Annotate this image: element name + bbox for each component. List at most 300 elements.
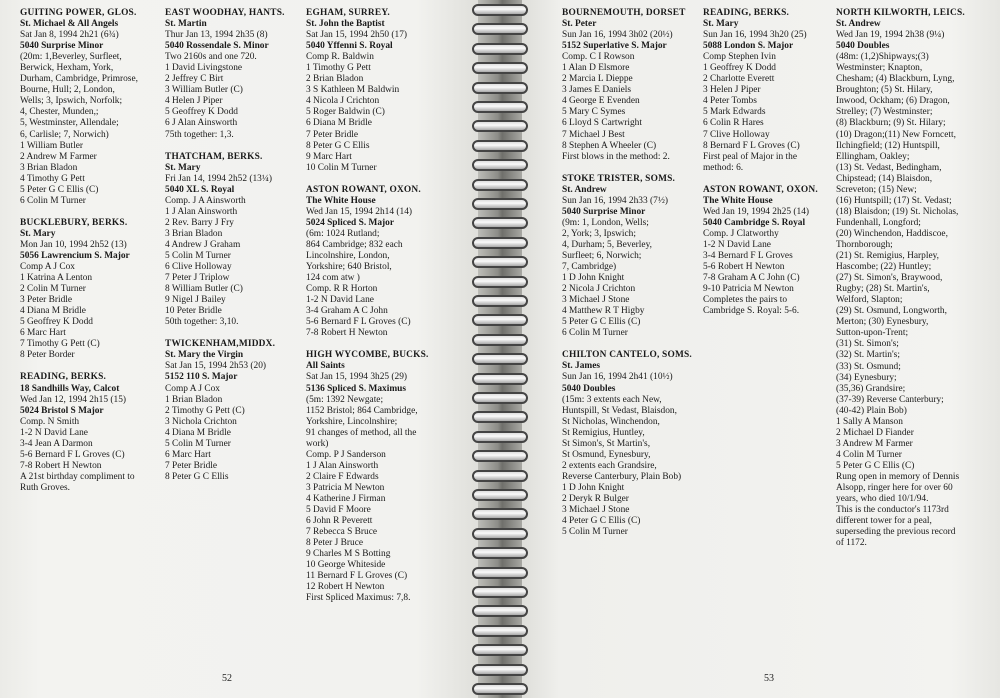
right-column-1 [562, 8, 700, 549]
peal-method: 5040 Doubles [562, 383, 616, 394]
peal-entry [20, 372, 155, 494]
page-number-right: 53 [764, 673, 774, 684]
peal-line: 1-2 N David Lane [306, 295, 374, 306]
peal-line: 4 Colin M Turner [836, 449, 902, 460]
peal-line: 5 Colin M Turner [165, 438, 231, 449]
right-column-3 [836, 8, 986, 560]
peal-line: Comp R. Baldwin [306, 52, 374, 63]
peal-line: Fundenhall, Longford; [836, 217, 921, 228]
peal-dedication: St. Andrew [562, 184, 607, 195]
peal-line: St Remigius, Huntley, [562, 427, 645, 438]
peal-line: 3-4 Graham A C John [306, 306, 388, 317]
peal-line: Huntspill, St Vedast, Blaisdon, [562, 405, 677, 416]
peal-method: 5152 Superlative S. Major [562, 41, 667, 52]
peal-dedication: The White House [703, 195, 773, 206]
peal-line: 3 William Butler (C) [165, 85, 243, 96]
peal-line: 2 Deryk R Bulger [562, 493, 629, 504]
peal-entry [836, 8, 986, 549]
peal-line: 3 Peter Bridle [20, 295, 73, 306]
peal-entry [562, 350, 700, 538]
peal-line: work) [306, 438, 329, 449]
peal-date: Sat Jan 8, 1994 2h21 (6¾) [20, 30, 119, 41]
peal-line: 7-8 Robert H Newton [20, 460, 102, 471]
peal-line: 1 Katrina A Lenton [20, 273, 93, 284]
binding-coil [472, 82, 528, 94]
binding-coil [472, 4, 528, 16]
peal-line: 5 Geoffrey K Dodd [165, 107, 238, 118]
peal-line: 8 Bernard F L Groves (C) [703, 140, 800, 151]
peal-line: 3 Michael J Stone [562, 505, 630, 516]
binding-coil [472, 237, 528, 249]
peal-line: Comp A J Cox [20, 262, 75, 273]
peal-line: 2 Rev. Barry J Fry [165, 217, 234, 228]
peal-line: 6 Lloyd S Cartwright [562, 118, 642, 129]
peal-line: 3 James E Daniels [562, 85, 631, 96]
binding-coil [472, 256, 528, 268]
peal-line: 2 Colin M Turner [20, 284, 86, 295]
peal-line: 6 Marc Hart [20, 328, 66, 339]
peal-line: Completes the pairs to [703, 295, 788, 306]
peal-line: Comp. P J Sanderson [306, 449, 386, 460]
binding-coil [472, 586, 528, 598]
peal-line: 2 Michael D Fiander [836, 427, 914, 438]
peal-line: Reverse Canterbury, Plain Bob) [562, 471, 682, 482]
peal-entry [20, 8, 155, 207]
binding-coil [472, 217, 528, 229]
peal-line: Berwick, Hexham, York, [20, 63, 114, 74]
peal-line: 1 Brian Bladon [165, 394, 223, 405]
peal-line: Two 2160s and one 720. [165, 52, 257, 63]
peal-line: 2 Nicola J Crichton [562, 284, 636, 295]
peal-date: Sun Jan 16, 1994 3h02 (20½) [562, 30, 673, 41]
peal-line: method: 6. [703, 162, 744, 173]
peal-line: 4 Peter Tombs [703, 96, 757, 107]
peal-line: (40-42) Plain Bob) [836, 405, 907, 416]
peal-line: 3 Brian Bladon [20, 162, 78, 173]
peal-line: 1 Alan D Elsmore [562, 63, 630, 74]
peal-dedication: The White House [306, 195, 376, 206]
peal-entry [562, 8, 700, 163]
peal-line: 2 Andrew M Farmer [20, 151, 97, 162]
peal-line: (20m: 1,Beverley, Surfleet, [20, 52, 122, 63]
left-column-1 [20, 8, 155, 505]
peal-line: 91 changes of method, all the [306, 427, 417, 438]
peal-line: 3 S Kathleen M Baldwin [306, 85, 400, 96]
peal-line: First peal of Major in the [703, 151, 797, 162]
peal-line: Hascombe; (22) Huntley; [836, 262, 932, 273]
peal-line: 9 Charles M S Botting [306, 549, 391, 560]
peal-line: 2 Charlotte Everett [703, 74, 775, 85]
peal-line: (9m: 1, London, Wells; [562, 217, 649, 228]
peal-line: 5-6 Bernard F L Groves (C) [20, 449, 125, 460]
peal-place: EGHAM, SURREY. [306, 8, 390, 18]
peal-date: Wed Jan 19, 1994 2h25 (14) [703, 206, 809, 217]
peal-line: 1-2 N David Lane [703, 239, 771, 250]
peal-line: 5 Peter G C Ellis (C) [562, 317, 641, 328]
peal-place: READING, BERKS. [703, 8, 790, 18]
binding-coil [472, 101, 528, 113]
peal-entry [165, 8, 295, 141]
peal-line: Bourne, Hull; 2, London, [20, 85, 115, 96]
peal-method: 5040 Surprise Minor [562, 206, 646, 217]
peal-place: ASTON ROWANT, OXON. [703, 184, 818, 195]
peal-line: First Spliced Maximus: 7,8. [306, 593, 411, 604]
binding-coil [472, 664, 528, 676]
left-page [0, 0, 490, 698]
peal-line: This is the conductor's 1173rd [836, 505, 949, 516]
right-column-2 [703, 8, 828, 328]
peal-place: STOKE TRISTER, SOMS. [562, 173, 676, 184]
peal-line: 3 Nichola Crichton [165, 416, 237, 427]
binding-coil [472, 567, 528, 579]
peal-method: 5152 110 S. Major [165, 372, 238, 383]
right-page [510, 0, 1000, 698]
peal-line: Cambridge S. Royal: 5-6. [703, 306, 800, 317]
peal-line: Ellingham, Oakley; [836, 151, 910, 162]
peal-line: 124 com atw ) [306, 273, 360, 284]
peal-line: 9 Nigel J Bailey [165, 295, 226, 306]
peal-line: (29) St. Osmund, Longworth, [836, 306, 947, 317]
peal-line: 4 Matthew R T Higby [562, 306, 645, 317]
peal-line: 6 John R Peverett [306, 516, 373, 527]
peal-line: of 1172. [836, 538, 867, 549]
peal-place: EAST WOODHAY, HANTS. [165, 8, 285, 18]
peal-line: St Osmund, Eynesbury, [562, 449, 651, 460]
peal-line: superseding the previous record [836, 527, 956, 538]
peal-dedication: St. James [562, 361, 601, 372]
peal-dedication: St. Martin [165, 19, 207, 30]
peal-date: Sun Jan 16, 1994 2h33 (7½) [562, 195, 668, 206]
peal-dedication: St. John the Baptist [306, 19, 385, 30]
peal-line: different tower for a peal, [836, 516, 932, 527]
peal-entry [703, 185, 828, 318]
peal-method: 5040 Rossendale S. Minor [165, 41, 269, 52]
peal-line: Chipstead; (14) Blaisdon, [836, 173, 933, 184]
peal-line: 8 Peter J Bruce [306, 538, 364, 549]
binding-coil [472, 353, 528, 365]
peal-method: 5040 Doubles [836, 41, 890, 52]
binding-coil [472, 470, 528, 482]
peal-line: 1-2 N David Lane [20, 427, 88, 438]
peal-date: Wed Jan 19, 1994 2h38 (9¼) [836, 30, 945, 41]
peal-method: 5040 Cambridge S. Royal [703, 217, 806, 228]
peal-line: 2 Claire F Edwards [306, 471, 379, 482]
peal-line: 5 Colin M Turner [165, 250, 231, 261]
peal-line: 4, Chester, Munden,; [20, 107, 99, 118]
peal-line: 2 Timothy G Pett (C) [165, 405, 245, 416]
peal-line: (21) St. Remigius, Harpley, [836, 251, 940, 262]
peal-line: (16) Huntspill; (17) St. Vedast; [836, 195, 952, 206]
peal-line: 7 Clive Holloway [703, 129, 770, 140]
peal-line: (48m: (1,2)Shipways;(3) [836, 52, 929, 63]
peal-date: Sat Jan 15, 1994 2h53 (20) [165, 361, 267, 372]
peal-line: (10) Dragon;(11) New Forncett, [836, 129, 956, 140]
binding-coil [472, 450, 528, 462]
peal-place: ASTON ROWANT, OXON. [306, 184, 421, 195]
peal-line: 7 Peter Bridle [306, 129, 359, 140]
peal-line: 1152 Bristol; 864 Cambridge, [306, 405, 418, 416]
peal-line: 2 extents each Grandsire, [562, 460, 657, 471]
peal-line: Strelley; (7) Westminster; [836, 107, 933, 118]
peal-line: 4 Katherine J Firman [306, 493, 386, 504]
peal-line: 50th together: 3,10. [165, 317, 239, 328]
peal-line: 5 Peter G C Ellis (C) [20, 184, 99, 195]
peal-line: 864 Cambridge; 832 each [306, 239, 403, 250]
peal-line: Rung open in memory of Dennis [836, 471, 960, 482]
peal-line: Inwood, Ockham; (6) Dragon, [836, 96, 950, 107]
peal-line: 5 Peter G C Ellis (C) [836, 460, 915, 471]
peal-line: 75th together: 1,3. [165, 129, 234, 140]
peal-date: Sat Jan 15, 1994 2h50 (17) [306, 30, 408, 41]
peal-line: Chesham; (4) Blackburn, Lyng, [836, 74, 955, 85]
binding-coil [472, 23, 528, 35]
peal-line: (31) St. Simon's; [836, 339, 899, 350]
peal-line: 8 William Butler (C) [165, 284, 243, 295]
peal-line: 5 Geoffrey K Dodd [20, 317, 93, 328]
peal-method: 5088 London S. Major [703, 41, 794, 52]
binding-coil [472, 431, 528, 443]
peal-line: (34) Eynesbury; [836, 372, 897, 383]
peal-method: 5056 Lawrencium S. Major [20, 250, 130, 261]
peal-line: 7, Cambridge) [562, 262, 617, 273]
peal-place: BOURNEMOUTH, DORSET [562, 8, 686, 18]
peal-place: NORTH KILWORTH, LEICS. [836, 8, 965, 18]
peal-dedication: St. Michael & All Angels [20, 19, 119, 30]
peal-line: 2, York; 3, Ipswich; [562, 228, 636, 239]
peal-line: 5 Mary C Symes [562, 107, 626, 118]
peal-line: Westminster; Knapton, [836, 63, 923, 74]
peal-line: 4 Diana M Bridle [20, 306, 86, 317]
peal-line: 4 George E Evenden [562, 96, 640, 107]
binding-coil [472, 314, 528, 326]
peal-line: 6 Colin M Turner [20, 195, 86, 206]
peal-line: 3 Patricia M Newton [306, 482, 385, 493]
binding-coil [472, 392, 528, 404]
peal-line: 1 Sally A Manson [836, 416, 903, 427]
peal-date: Sun Jan 16, 1994 3h20 (25) [703, 30, 807, 41]
peal-line: years, who died 10/1/94. [836, 494, 929, 505]
peal-dedication: St. Peter [562, 19, 597, 30]
peal-line: Ilchingfield; (12) Huntspill, [836, 140, 940, 151]
peal-line: Surfleet; 6, Norwich; [562, 250, 642, 261]
binding-coil [472, 411, 528, 423]
binding-coil [472, 159, 528, 171]
peal-line: Comp Stephen Ivin [703, 52, 776, 63]
peal-dedication: St. Andrew [836, 19, 881, 30]
peal-line: 7-8 Graham A C John (C) [703, 273, 800, 284]
peal-line: 7 Peter Bridle [165, 460, 218, 471]
peal-method: 5040 Surprise Minor [20, 41, 104, 52]
peal-dedication: St. Mary [165, 162, 201, 173]
peal-line: 11 Bernard F L Groves (C) [306, 571, 408, 582]
peal-line: 8 Peter Border [20, 350, 75, 361]
peal-line: 4 Andrew J Graham [165, 239, 241, 250]
peal-line: 5 Roger Baldwin (C) [306, 107, 385, 118]
binding-coil [472, 528, 528, 540]
peal-place: HIGH WYCOMBE, BUCKS. [306, 350, 429, 361]
peal-line: St Nicholas, Winchendon, [562, 416, 660, 427]
peal-line: 7 Timothy G Pett (C) [20, 339, 100, 350]
peal-line: 5, Westminster, Allendale; [20, 118, 119, 129]
peal-line: 10 Colin M Turner [306, 162, 377, 173]
peal-place: GUITING POWER, GLOS. [20, 8, 137, 18]
peal-line: 6 Marc Hart [165, 449, 211, 460]
peal-line: (6m: 1024 Rutland; [306, 228, 380, 239]
peal-dedication: St. Mary [20, 228, 56, 239]
peal-line: 1 Geoffrey K Dodd [703, 63, 776, 74]
peal-line: (15m: 3 extents each New, [562, 394, 662, 405]
binding-coil [472, 179, 528, 191]
peal-entry [306, 8, 456, 174]
peal-line: Lincolnshire, London, [306, 250, 390, 261]
left-column-2 [165, 8, 295, 494]
peal-line: 1 William Butler [20, 140, 83, 151]
peal-line: 7 Peter J Triplow [165, 273, 230, 284]
peal-line: 7-8 Robert H Newton [306, 328, 388, 339]
peal-line: (32) St. Martin's; [836, 350, 900, 361]
peal-line: Ruth Groves. [20, 482, 70, 493]
peal-line: 3-4 Bernard F L Groves [703, 250, 793, 261]
peal-line: 9 Marc Hart [306, 151, 352, 162]
peal-line: 4 Nicola J Crichton [306, 96, 380, 107]
peal-dedication: All Saints [306, 361, 345, 372]
peal-line: 5 David F Moore [306, 505, 371, 516]
binding-coil [472, 644, 528, 656]
peal-line: 10 Peter Bridle [165, 306, 222, 317]
peal-line: Comp. J A Ainsworth [165, 195, 246, 206]
peal-line: Comp. C I Rowson [562, 52, 635, 63]
peal-line: 4 Peter G C Ellis (C) [562, 516, 641, 527]
peal-date: Wed Jan 15, 1994 2h14 (14) [306, 206, 412, 217]
peal-place: READING, BERKS. [20, 372, 107, 383]
peal-line: 4 Helen J Piper [165, 96, 223, 107]
peal-line: 12 Robert H Newton [306, 582, 385, 593]
binding-coil [472, 334, 528, 346]
peal-entry [562, 174, 700, 340]
peal-entry [165, 152, 295, 329]
peal-line: 3-4 Jean A Darmon [20, 438, 93, 449]
peal-method: 5024 Spliced S. Major [306, 217, 395, 228]
binding-coil [472, 373, 528, 385]
peal-line: Comp. J Clatworthy [703, 228, 779, 239]
peal-line: 8 Peter G C Ellis [165, 471, 229, 482]
binding-coil [472, 276, 528, 288]
peal-line: 8 Stephen A Wheeler (C) [562, 140, 657, 151]
peal-line: 4 Diana M Bridle [165, 427, 231, 438]
peal-line: Wells; 3, Ipswich, Norfolk; [20, 96, 123, 107]
peal-dedication: St. Mary [703, 19, 739, 30]
peal-line: 1 D John Knight [562, 482, 625, 493]
peal-dedication: St. Mary the Virgin [165, 350, 244, 361]
peal-entry [165, 339, 295, 483]
binding-coil [472, 605, 528, 617]
page-number-left: 52 [222, 673, 232, 684]
peal-line: (20) Winchendon, Haddiscoe, [836, 228, 948, 239]
peal-line: 1 Timothy G Pett [306, 63, 371, 74]
peal-date: Wed Jan 12, 1994 2h15 (15) [20, 394, 126, 405]
peal-line: St Simon's, St Martin's, [562, 438, 651, 449]
peal-line: 6 J Alan Ainsworth [165, 118, 238, 129]
binding-coil [472, 547, 528, 559]
peal-line: (5m: 1392 Newgate; [306, 394, 384, 405]
peal-line: 5 Mark Edwards [703, 107, 766, 118]
binding-coil [472, 120, 528, 132]
peal-line: 9-10 Patricia M Newton [703, 284, 794, 295]
peal-line: (18) Blaisdon; (19) St. Nicholas, [836, 206, 959, 217]
peal-place: THATCHAM, BERKS. [165, 151, 263, 162]
peal-line: Comp. N Smith [20, 416, 80, 427]
peal-line: 4 Timothy G Pett [20, 173, 85, 184]
binding-coil [472, 62, 528, 74]
peal-method: 5040 XL S. Royal [165, 184, 235, 195]
peal-line: Alsopp, ringer here for over 60 [836, 483, 953, 494]
peal-line: (37-39) Reverse Canterbury; [836, 394, 944, 405]
peal-line: 1 J Alan Ainsworth [165, 206, 238, 217]
peal-line: 3 Brian Bladon [165, 228, 223, 239]
peal-date: Sun Jan 16, 1994 2h41 (10½) [562, 372, 673, 383]
peal-line: (35,36) Grandsire; [836, 383, 906, 394]
peal-line: 2 Jeffrey C Birt [165, 74, 224, 85]
peal-line: (13) St. Vedast, Bedingham, [836, 162, 942, 173]
binding-coil [472, 683, 528, 695]
binding-coil [472, 295, 528, 307]
peal-date: Thur Jan 13, 1994 2h35 (8) [165, 30, 268, 41]
peal-line: (33) St. Osmund; [836, 361, 901, 372]
peal-line: Comp. R R Horton [306, 284, 378, 295]
binding-coil [472, 198, 528, 210]
peal-line: 3 Helen J Piper [703, 85, 761, 96]
peal-line: Rugby; (28) St. Martin's, [836, 284, 930, 295]
peal-line: 6 Diana M Bridle [306, 118, 372, 129]
peal-line: Comp A J Cox [165, 383, 220, 394]
peal-entry [306, 185, 456, 340]
peal-line: Screveton; (15) New; [836, 184, 917, 195]
binding-coil [472, 140, 528, 152]
peal-method: 5136 Spliced S. Maximus [306, 383, 407, 394]
peal-line: 7 Rebecca S Bruce [306, 527, 378, 538]
peal-line: 6, Carlisle; 7, Norwich) [20, 129, 109, 140]
peal-line: 1 David Livingstone [165, 63, 243, 74]
binding-coil [472, 625, 528, 637]
peal-place: CHILTON CANTELO, SOMS. [562, 350, 692, 361]
peal-entry [306, 350, 456, 604]
peal-line: 4, Durham; 5, Beverley, [562, 239, 652, 250]
peal-line: A 21st birthday compliment to [20, 471, 135, 482]
peal-line: 2 Marcia L Dieppe [562, 74, 633, 85]
peal-line: 5-6 Robert H Newton [703, 262, 785, 273]
peal-line: Broughton; (5) St. Hilary, [836, 85, 933, 96]
peal-line: Yorkshire, Lincolnshire; [306, 416, 398, 427]
peal-line: 8 Peter G C Ellis [306, 140, 370, 151]
peal-line: Thornborough; [836, 239, 893, 250]
peal-line: 5-6 Bernard F L Groves (C) [306, 317, 411, 328]
peal-line: Yorkshire; 640 Bristol, [306, 262, 392, 273]
peal-dedication: 18 Sandhills Way, Calcot [20, 383, 120, 394]
binding-coil [472, 489, 528, 501]
peal-method: 5024 Bristol S Major [20, 405, 104, 416]
peal-line: Merton; (30) Eynesbury, [836, 317, 929, 328]
left-column-3 [306, 8, 456, 615]
peal-line: (27) St. Simon's, Braywood, [836, 273, 943, 284]
peal-line: Welford, Slapton; [836, 295, 903, 306]
peal-entry [20, 218, 155, 362]
peal-line: 5 Colin M Turner [562, 527, 628, 538]
peal-line: Sutton-upon-Trent; [836, 328, 909, 339]
peal-line: First blows in the method: 2. [562, 151, 670, 162]
peal-line: 6 Clive Holloway [165, 262, 232, 273]
peal-line: 3 Michael J Stone [562, 295, 630, 306]
peal-place: TWICKENHAM,MIDDX. [165, 339, 276, 350]
